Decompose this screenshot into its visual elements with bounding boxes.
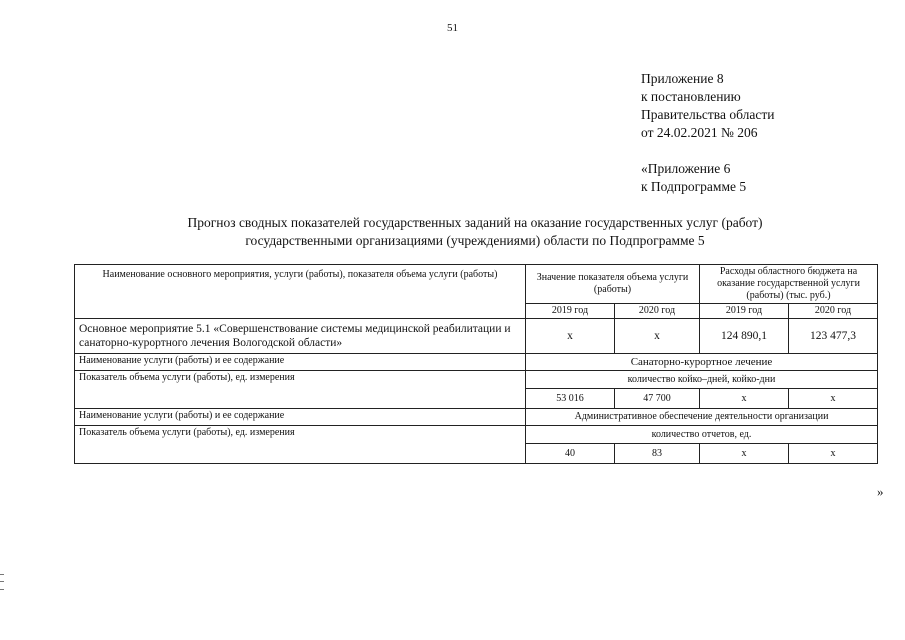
- indicator-value: 40: [526, 444, 615, 464]
- measure-name: Основное мероприятие 5.1 «Совершенствование системы медицинской реабилитации и санаторно-курортного лечения Вологодской области»: [75, 319, 526, 354]
- appendix-line: Правительства области: [641, 107, 775, 122]
- indicator-value: х: [789, 389, 878, 409]
- document-title: [90, 214, 860, 250]
- indicator-label: Показатель объема услуги (работы), ед. измерения: [75, 371, 526, 409]
- appendix-line: Приложение 8: [641, 71, 724, 86]
- indicator-value: 83: [615, 444, 700, 464]
- header-row: [75, 265, 878, 304]
- service-name: Административное обеспечение деятельности организации: [526, 409, 878, 426]
- appendix-line: от 24.02.2021 № 206: [641, 125, 758, 140]
- appendix-block: [641, 70, 774, 196]
- service-name: Санаторно-курортное лечение: [526, 354, 878, 371]
- page-number: 51: [447, 22, 458, 34]
- indicator-unit: количество койко–дней, койко-дни: [526, 371, 878, 389]
- measure-row: [75, 319, 878, 354]
- header-expense: Расходы областного бюджета на оказание государственной услуги (работы) (тыс. руб.): [700, 265, 878, 304]
- indicator-label: Показатель объема услуги (работы), ед. измерения: [75, 426, 526, 464]
- appendix-line: к постановлению: [641, 89, 741, 104]
- header-year: 2020 год: [789, 304, 878, 319]
- closing-quote: »: [877, 484, 884, 499]
- indicator-value: х: [700, 444, 789, 464]
- service-label: Наименование услуги (работы) и ее содержание: [75, 409, 526, 426]
- indicator-value: 47 700: [615, 389, 700, 409]
- service-row: [75, 354, 878, 371]
- spacer: [641, 142, 774, 160]
- indicator-unit: количество отчетов, ед.: [526, 426, 878, 444]
- title-line: Прогноз сводных показателей государственных заданий на оказание государственных услуг (работ): [187, 215, 763, 230]
- scan-edge-mark: [0, 574, 4, 590]
- indicator-value: 53 016: [526, 389, 615, 409]
- indicator-row: [75, 371, 878, 389]
- measure-value: х: [615, 319, 700, 354]
- service-row: [75, 409, 878, 426]
- header-year: 2020 год: [615, 304, 700, 319]
- appendix-inner-line: «Приложение 6: [641, 161, 731, 176]
- indicator-row: [75, 426, 878, 444]
- header-value: Значение показателя объема услуги (работы): [526, 265, 700, 304]
- indicators-table: [74, 264, 878, 464]
- measure-value: 123 477,3: [789, 319, 878, 354]
- measure-value: 124 890,1: [700, 319, 789, 354]
- header-year: 2019 год: [526, 304, 615, 319]
- indicator-value: х: [700, 389, 789, 409]
- indicator-value: х: [789, 444, 878, 464]
- appendix-inner-line: к Подпрограмме 5: [641, 179, 747, 194]
- header-name: Наименование основного мероприятия, услуги (работы), показателя объема услуги (работы): [75, 265, 526, 319]
- header-year: 2019 год: [700, 304, 789, 319]
- measure-value: х: [526, 319, 615, 354]
- title-line: государственными организациями (учреждениями) области по Подпрограмме 5: [245, 233, 705, 248]
- service-label: Наименование услуги (работы) и ее содержание: [75, 354, 526, 371]
